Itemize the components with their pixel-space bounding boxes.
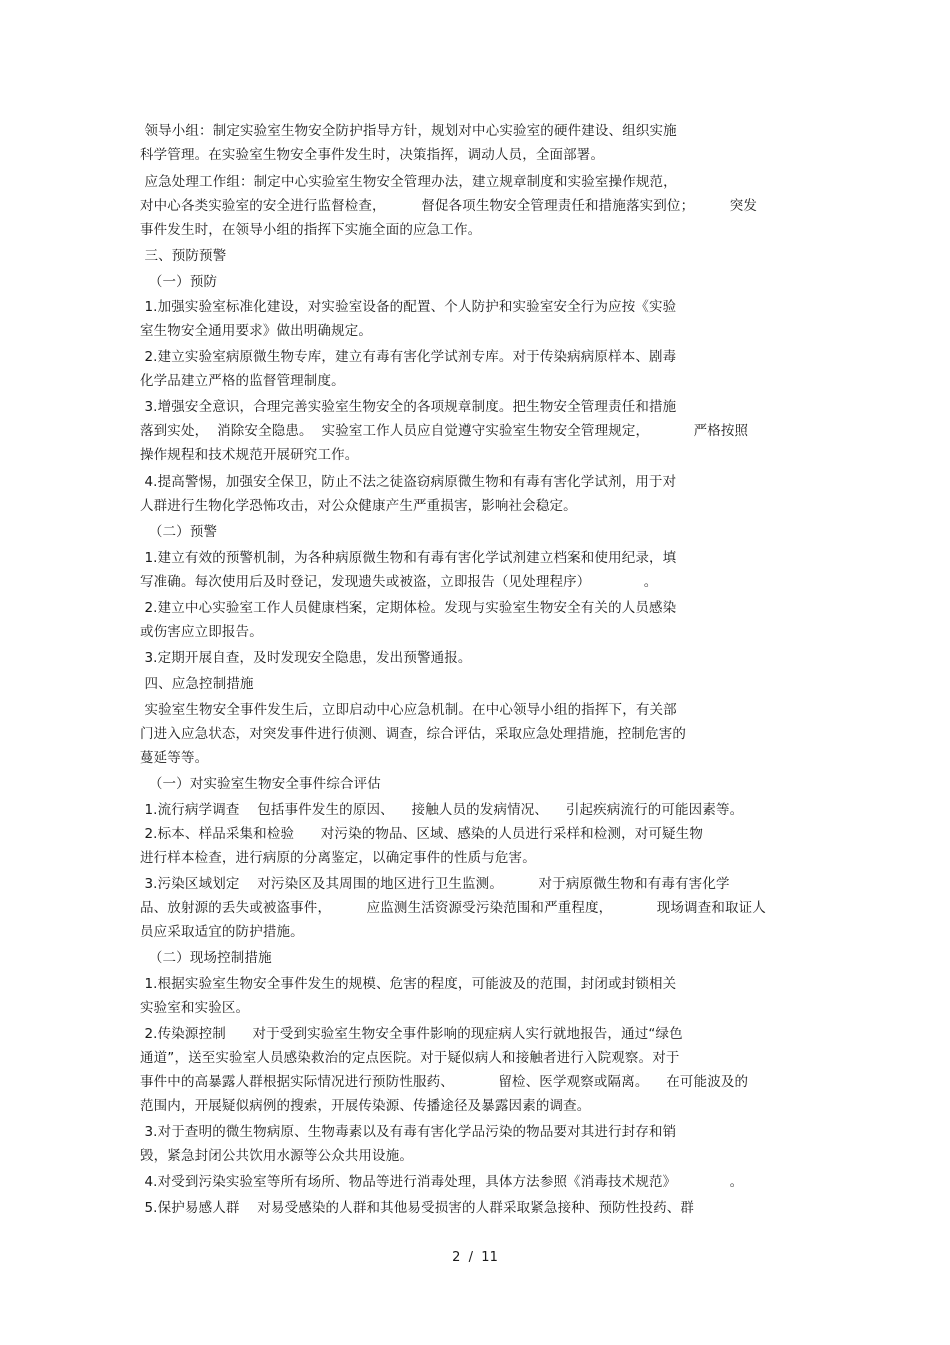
text-line: 事件中的高暴露人群根据实际情况进行预防性服药、 留检、医学观察或隔离。 在可能波及的 bbox=[140, 1074, 749, 1090]
text-line: 门进入应急状态，对突发事件进行侦测、调查，综合评估，采取应急处理措施，控制危害的 bbox=[140, 726, 686, 742]
text-line: （二）现场控制措施 bbox=[140, 950, 272, 966]
text-line: 或伤害应立即报告。 bbox=[140, 624, 263, 640]
text-line: （一）对实验室生物安全事件综合评估 bbox=[140, 776, 381, 792]
text-line: 实验室生物安全事件发生后，立即启动中心应急机制。在中心领导小组的指挥下，有关部 bbox=[140, 702, 677, 718]
text-line: 3.对于查明的微生物病原、生物毒素以及有毒有害化学品污染的物品要对其进行封存和销 bbox=[140, 1124, 677, 1140]
text-line: 三、预防预警 bbox=[140, 248, 227, 264]
text-line: 1.建立有效的预警机制，为各种病原微生物和有毒有害化学试剂建立档案和使用纪录，填 bbox=[140, 550, 677, 566]
text-line: 5.保护易感人群 对易受感染的人群和其他易受损害的人群采取紧急接种、预防性投药、群 bbox=[140, 1200, 695, 1216]
text-line: 毁，紧急封闭公共饮用水源等公众共用设施。 bbox=[140, 1148, 413, 1164]
text-line: 1.加强实验室标准化建设，对实验室设备的配置、个人防护和实验室安全行为应按《实验 bbox=[140, 299, 677, 315]
text-line: 品、放射源的丢失或被盗事件， 应监测生活资源受污染范围和严重程度， 现场调查和取证人 bbox=[140, 900, 766, 916]
text-line: 人群进行生物化学恐怖攻击，对公众健康产生严重损害，影响社会稳定。 bbox=[140, 498, 577, 514]
text-line: 对中心各类实验室的安全进行监督检查， 督促各项生物安全管理责任和措施落实到位； 突发 bbox=[140, 198, 758, 214]
text-line: （一）预防 bbox=[140, 274, 218, 290]
text-line: 1.根据实验室生物安全事件发生的规模、危害的程度，可能波及的范围，封闭或封锁相关 bbox=[140, 976, 677, 992]
text-line: 通道”，送至实验室人员感染救治的定点医院。对于疑似病人和接触者进行入院观察。对于 bbox=[140, 1050, 680, 1066]
text-line: 室生物安全通用要求》做出明确规定。 bbox=[140, 323, 373, 339]
text-line: 3.增强安全意识，合理完善实验室生物安全的各项规章制度。把生物安全管理责任和措施 bbox=[140, 399, 677, 415]
text-line: 3.定期开展自查，及时发现安全隐患，发出预警通报。 bbox=[140, 650, 472, 666]
text-line: 事件发生时，在领导小组的指挥下实施全面的应急工作。 bbox=[140, 222, 482, 238]
text-line: 2.标本、样品采集和检验 对污染的物品、区域、感染的人员进行采样和检测，对可疑生物 bbox=[140, 826, 703, 842]
text-line: 四、应急控制措施 bbox=[140, 676, 254, 692]
text-line: 进行样本检查，进行病原的分离鉴定，以确定事件的性质与危害。 bbox=[140, 850, 536, 866]
text-line: 2.传染源控制 对于受到实验室生物安全事件影响的现症病人实行就地报告，通过“绿色 bbox=[140, 1026, 683, 1042]
text-line: 1.流行病学调查 包括事件发生的原因、 接触人员的发病情况、 引起疾病流行的可能因素等。 bbox=[140, 802, 744, 818]
page-number: 2 / 11 bbox=[452, 1250, 498, 1265]
text-line: 2.建立实验室病原微生物专库，建立有毒有害化学试剂专库。对于传染病病原样本、剧毒 bbox=[140, 349, 677, 365]
text-line: 员应采取适宜的防护措施。 bbox=[140, 924, 304, 940]
text-line: 4.提高警惕，加强安全保卫，防止不法之徒盗窃病原微生物和有毒有害化学试剂，用于对 bbox=[140, 474, 677, 490]
text-line: 4.对受到污染实验室等所有场所、物品等进行消毒处理，具体方法参照《消毒技术规范》 。 bbox=[140, 1174, 744, 1190]
text-line: 蔓延等等。 bbox=[140, 750, 209, 766]
text-line: 科学管理。在实验室生物安全事件发生时，决策指挥，调动人员，全面部署。 bbox=[140, 147, 605, 163]
text-line: 范围内，开展疑似病例的搜索，开展传染源、传播途径及暴露因素的调查。 bbox=[140, 1098, 591, 1114]
text-line: 化学品建立严格的监督管理制度。 bbox=[140, 373, 345, 389]
text-line: 应急处理工作组：制定中心实验室生物安全管理办法，建立规章制度和实验室操作规范， bbox=[140, 174, 677, 190]
text-line: 实验室和实验区。 bbox=[140, 1000, 250, 1016]
text-line: 2.建立中心实验室工作人员健康档案，定期体检。发现与实验室生物安全有关的人员感染 bbox=[140, 600, 677, 616]
text-line: 落到实处， 消除安全隐患。 实验室工作人员应自觉遵守实验室生物安全管理规定， 严格按照 bbox=[140, 423, 749, 439]
text-line: 3.污染区域划定 对污染区及其周围的地区进行卫生监测。 对于病原微生物和有毒有害化学 bbox=[140, 876, 730, 892]
text-line: （二）预警 bbox=[140, 524, 218, 540]
text-line: 操作规程和技术规范开展研究工作。 bbox=[140, 447, 359, 463]
text-line: 写准确。每次使用后及时登记，发现遗失或被盗，立即报告（见处理程序） 。 bbox=[140, 574, 658, 590]
text-line: 领导小组：制定实验室生物安全防护指导方针，规划对中心实验室的硬件建设、组织实施 bbox=[140, 123, 677, 139]
